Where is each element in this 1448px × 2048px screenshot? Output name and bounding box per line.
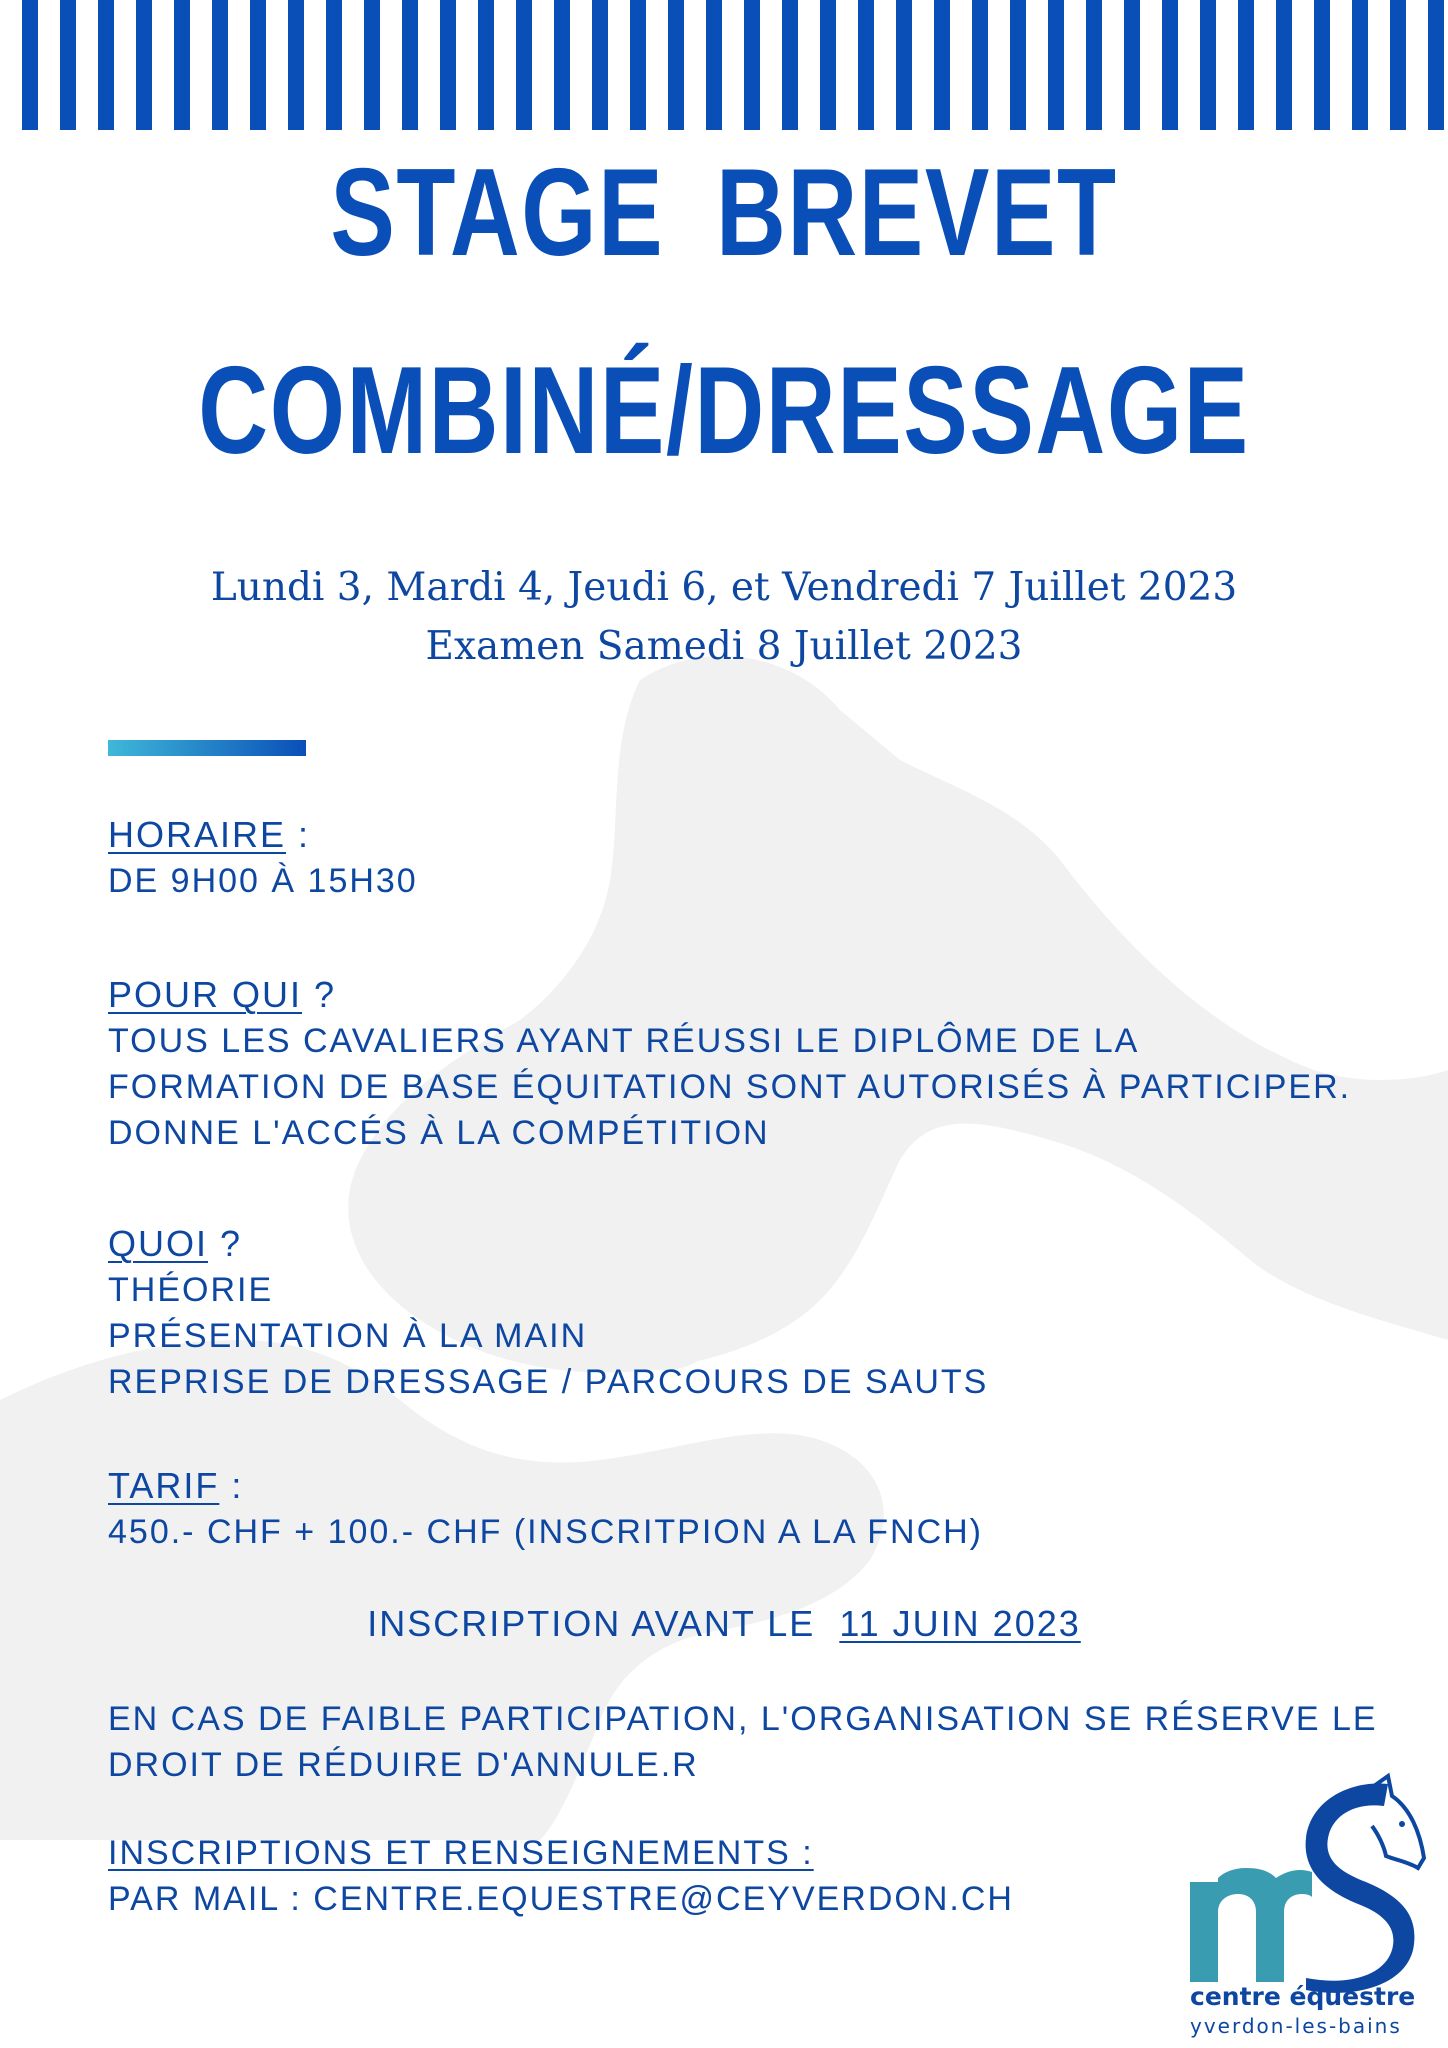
pour-qui-line: FORMATION DE BASE ÉQUITATION SONT AUTORISÉS À PARTICIPER. [108,1068,1352,1106]
pour-qui-heading-suffix: ? [302,974,337,1015]
logo-name: centre équestre [1190,1982,1416,2011]
quoi-section [108,1221,988,1405]
pour-qui-line: DONNE L'ACCÉS À LA COMPÉTITION [108,1114,770,1152]
page-title-line-2: COMBINÉ/DRESSAGE [198,342,1250,480]
registration-deadline-prefix: INSCRIPTION AVANT LE [367,1603,840,1644]
registration-deadline [0,1603,1448,1645]
pour-qui-line: TOUS LES CAVALIERS AYANT RÉUSSI LE DIPLÔME DE LA [108,1022,1140,1060]
tarif-text: 450.- CHF + 100.- CHF (INSCRITPION A LA FNCH) [108,1513,984,1551]
tarif-heading: TARIF [108,1465,220,1506]
quoi-line: THÉORIE [108,1271,274,1309]
quoi-heading-suffix: ? [208,1223,243,1264]
contact-heading: INSCRIPTIONS ET RENSEIGNEMENTS : [108,1834,814,1872]
exam-date: Examen Samedi 8 Juillet 2023 [425,624,1023,669]
notice-line: EN CAS DE FAIBLE PARTICIPATION, L'ORGANISATION SE RÉSERVE LE [108,1700,1378,1738]
notice-line: DROIT DE RÉDUIRE D'ANNULE.R [108,1746,699,1784]
quoi-line: REPRISE DE DRESSAGE / PARCOURS DE SAUTS [108,1363,989,1401]
tarif-heading-suffix: : [219,1465,244,1506]
pour-qui-heading: POUR QUI [108,974,303,1015]
horaire-heading: HORAIRE [108,814,287,855]
top-stripe-border [0,0,1448,130]
horaire-text: DE 9H00 À 15H30 [108,862,418,900]
tarif-section [108,1463,983,1555]
horaire-section [108,812,418,904]
quoi-heading: QUOI [108,1223,209,1264]
logo-place: yverdon-les-bains [1190,2014,1402,2038]
quoi-line: PRÉSENTATION À LA MAIN [108,1317,588,1355]
page-title-line-1: STAGE BREVET [330,144,1118,282]
session-dates: Lundi 3, Mardi 4, Jeudi 6, et Vendredi 7 Juillet 2023 [210,565,1238,610]
pour-qui-section [108,972,1351,1156]
gradient-divider [108,740,306,756]
contact-section [108,1830,1014,1922]
registration-deadline-date: 11 JUIN 2023 [839,1603,1081,1644]
horaire-heading-suffix: : [286,814,311,855]
contact-email[interactable]: PAR MAIL : CENTRE.EQUESTRE@CEYVERDON.CH [108,1880,1014,1918]
